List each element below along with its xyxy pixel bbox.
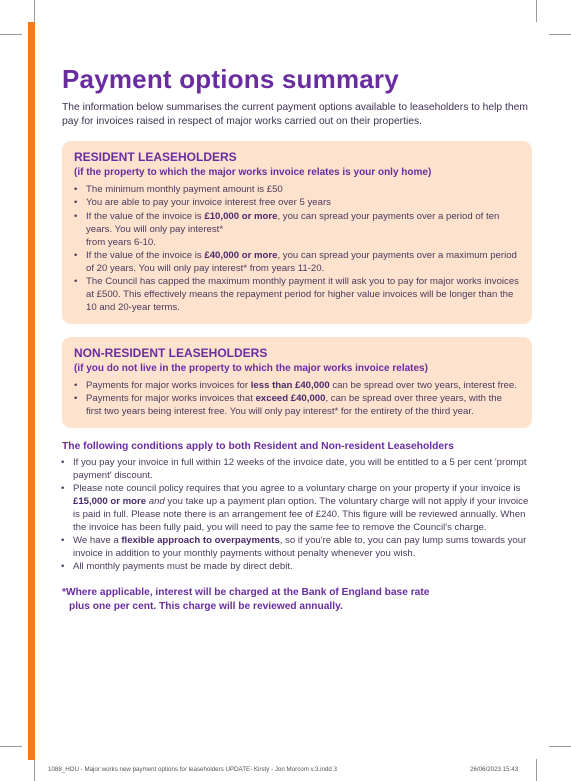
- conditions-list: [62, 456, 532, 573]
- page-content: [62, 64, 532, 614]
- list-item: • The minimum monthly payment amount is £50: [84, 183, 520, 196]
- print-slug-datetime: 26/06/2023 15:43: [470, 766, 519, 773]
- crop-mark: [549, 746, 571, 747]
- crop-mark: [0, 746, 22, 747]
- non-resident-leaseholders-box: [62, 337, 532, 428]
- list-item: • Please note council policy requires that you agree to a voluntary charge on your property if your invoice is £15,000 or more and you take up a payment plan option. The voluntary charge will not apply if your invoice is paid in full. Please note there is an arrangement fee of £240. This figure will be reviewed annually. When the invoice has been fully paid, you will need to pay the same fee to remove the Council's charge.: [71, 482, 532, 534]
- accent-bar: [28, 22, 35, 760]
- list-item: • Payments for major works invoices that exceed £40,000, can be spread over three years, with the first two years being interest free. You will only pay interest* for the entirety of the third year.: [84, 392, 520, 418]
- resident-leaseholders-box: [62, 141, 532, 323]
- resident-list: [74, 183, 520, 313]
- non-resident-subheading: (if you do not live in the property to which the major works invoice relates): [74, 362, 428, 374]
- crop-mark: [536, 759, 537, 781]
- print-slug-filename: 1088_HOU - Major works new payment options for leaseholders UPDATE- Kirsty - Jon Morcom v.3.indd 3: [48, 766, 337, 773]
- list-item: • If you pay your invoice in full within 12 weeks of the invoice date, you will be entitled to a 5 per cent 'prompt payment' discount.: [71, 456, 532, 482]
- crop-mark: [549, 34, 571, 35]
- list-item: • If the value of the invoice is £10,000 or more, you can spread your payments over a period of ten years. You will only pay interest* from years 6-10.: [84, 210, 520, 249]
- crop-mark: [34, 0, 35, 22]
- crop-mark: [34, 759, 35, 781]
- intro-paragraph: The information below summarises the current payment options available to leaseholders to help them pay for invoices raised in respect of major works carried out on their properties.: [62, 102, 528, 128]
- footnote-line-2: plus one per cent. This charge will be reviewed annually.: [69, 601, 343, 613]
- list-item: • The Council has capped the maximum monthly payment it will ask you to pay for major works invoices at £500. This effectively means the repayment period for higher value invoices will be longer than the 10 and 20-year terms.: [84, 275, 520, 314]
- page-title: Payment options summary: [62, 64, 399, 94]
- footnote-line-1: *Where applicable, interest will be charged at the Bank of England base rate: [62, 587, 430, 599]
- list-item: • All monthly payments must be made by direct debit.: [71, 560, 532, 573]
- conditions-heading: The following conditions apply to both Resident and Non-resident Leaseholders: [62, 441, 454, 453]
- crop-mark: [0, 34, 22, 35]
- list-item: • You are able to pay your invoice interest free over 5 years: [84, 196, 520, 209]
- resident-subheading: (if the property to which the major works invoice relates is your only home): [74, 167, 432, 179]
- list-item: • Payments for major works invoices for less than £40,000 can be spread over two years, interest free.: [84, 379, 520, 392]
- interest-footnote: [62, 586, 532, 614]
- crop-mark: [536, 0, 537, 22]
- non-resident-list: [74, 379, 520, 418]
- non-resident-heading: NON-RESIDENT LEASEHOLDERS: [74, 345, 268, 360]
- resident-heading: RESIDENT LEASEHOLDERS: [74, 150, 237, 165]
- list-item: • We have a flexible approach to overpayments, so if you're able to, you can pay lump sums towards your invoice in addition to your monthly payments without penalty whenever you wish.: [71, 534, 532, 560]
- list-item: • If the value of the invoice is £40,000 or more, you can spread your payments over a maximum period of 20 years. You will only pay interest* from years 11-20.: [84, 249, 520, 275]
